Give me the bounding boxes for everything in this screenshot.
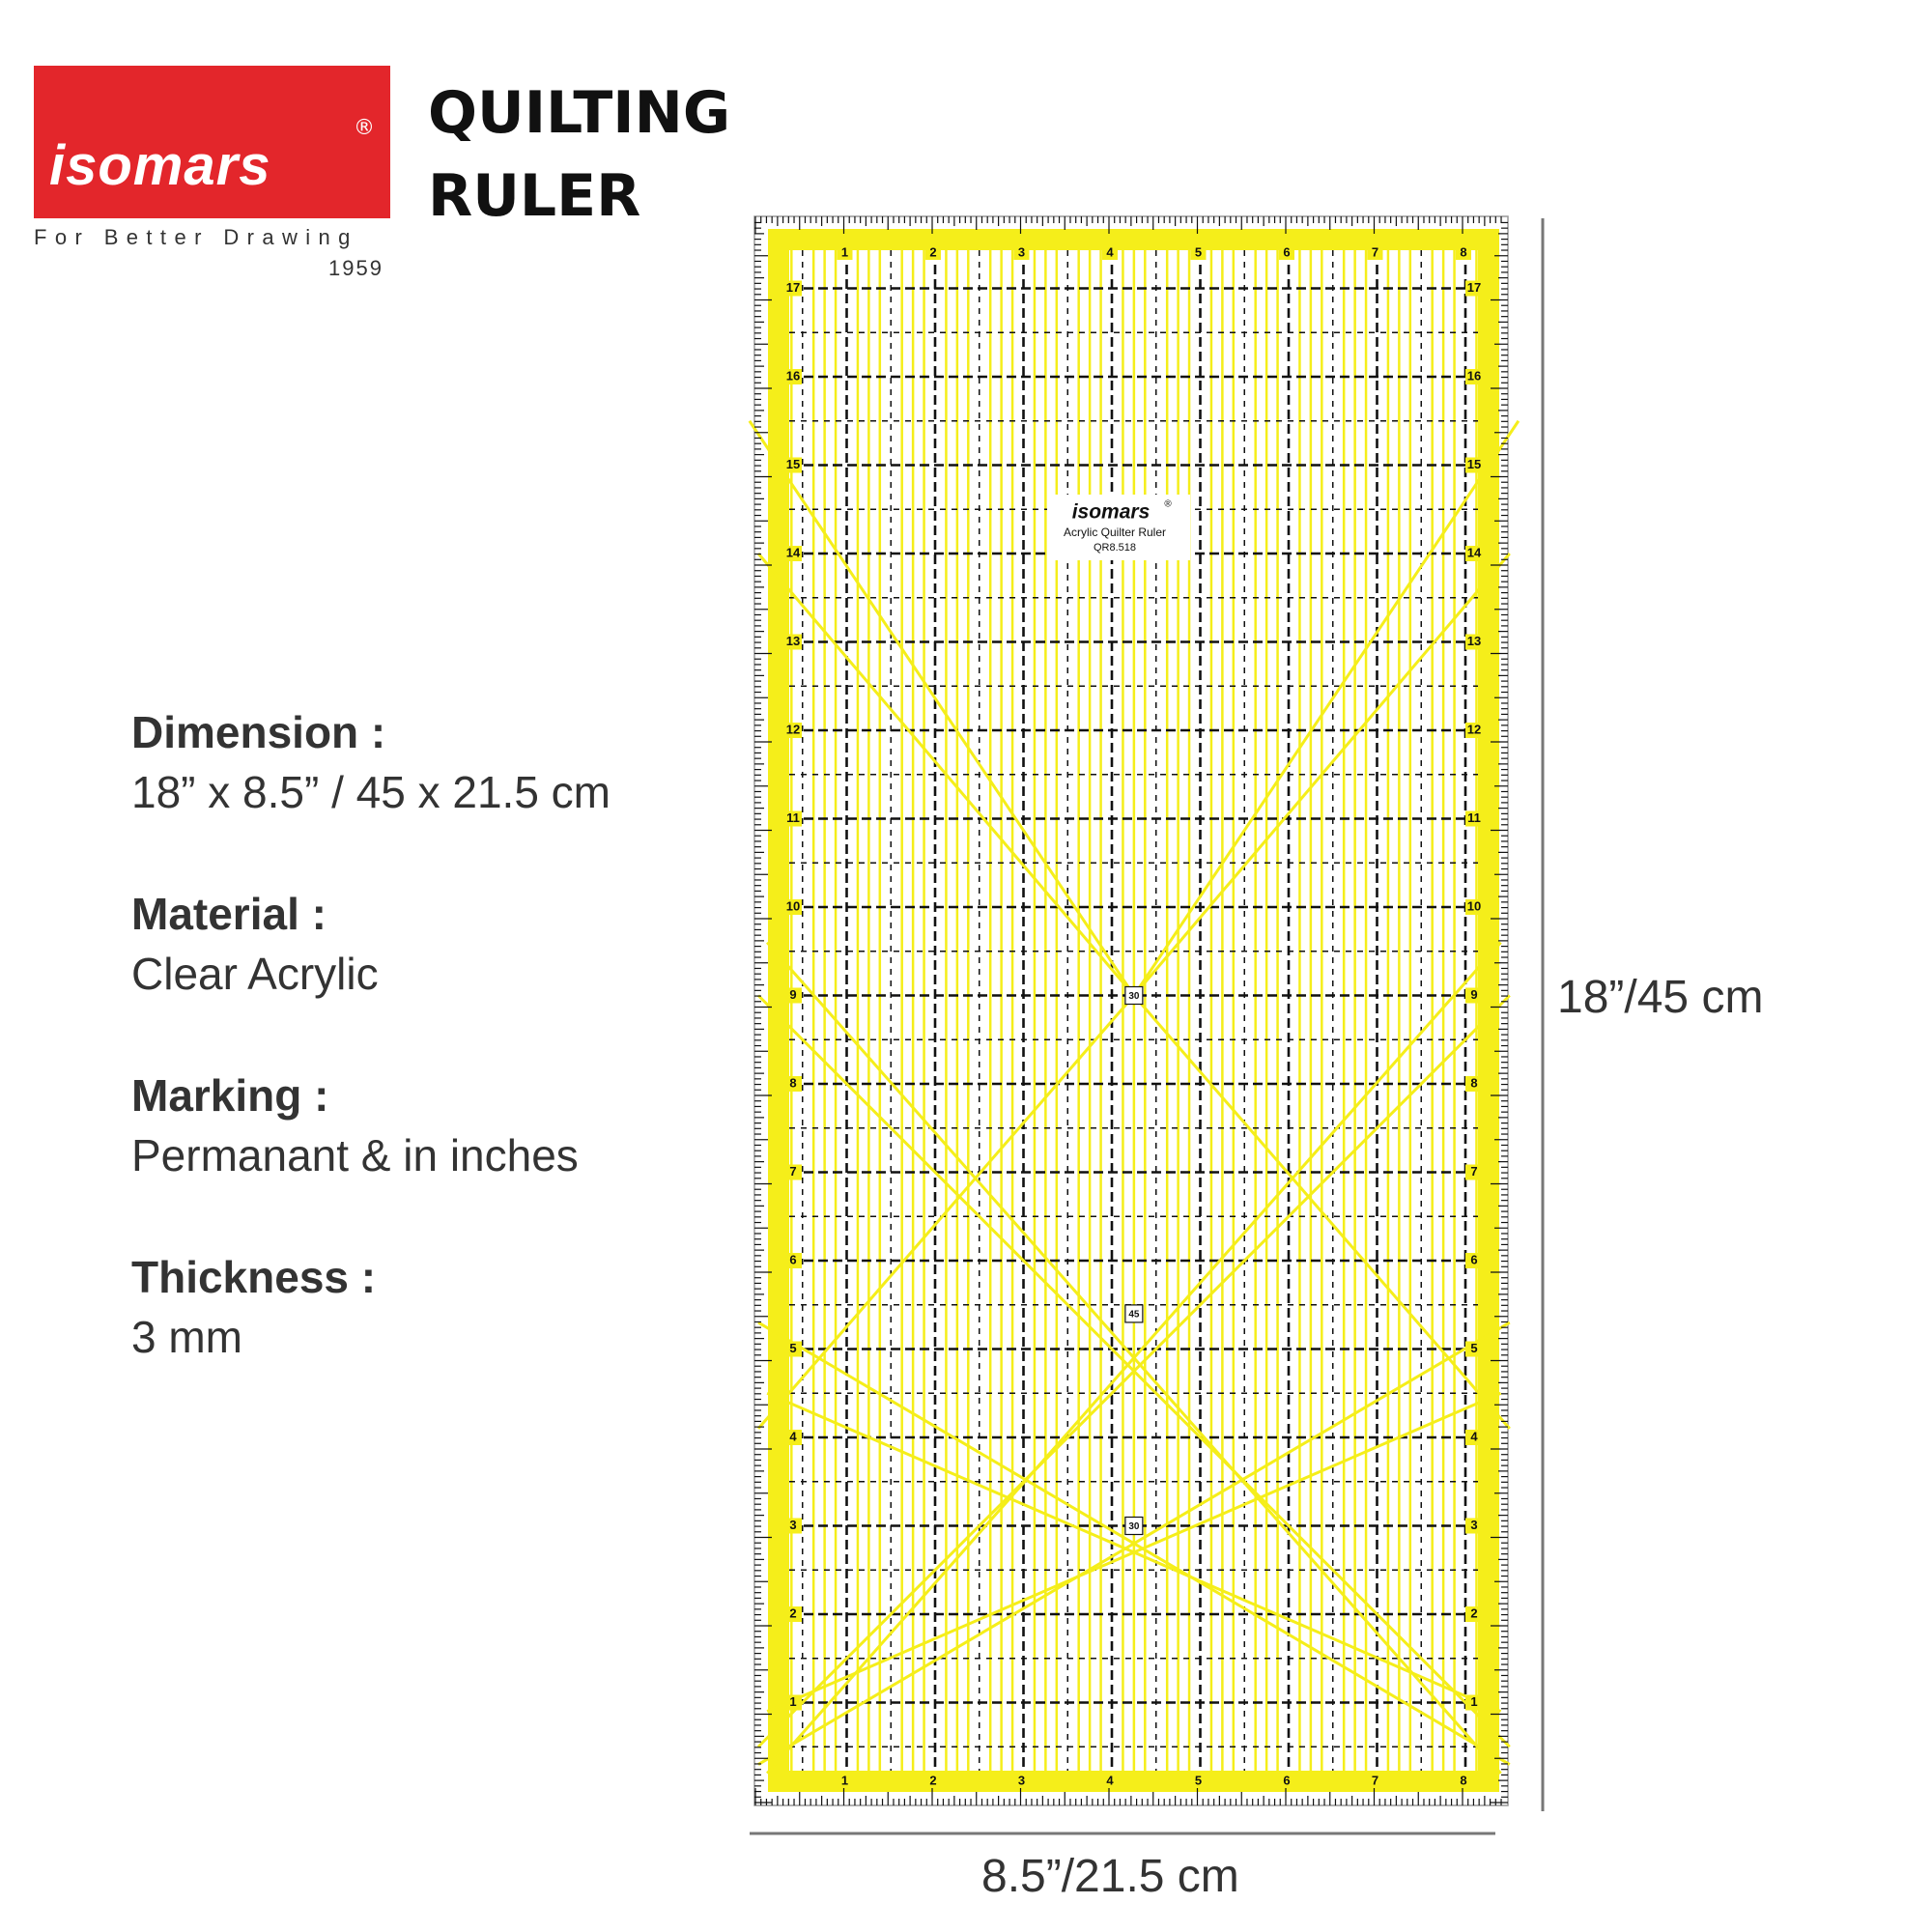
- column-number-bottom: 5: [1194, 1773, 1203, 1788]
- column-number-top: 2: [929, 244, 937, 260]
- spec-label: Material :: [131, 889, 327, 939]
- row-number-left: 16: [785, 368, 801, 384]
- row-number-right: 10: [1466, 898, 1482, 914]
- height-dimension-label: 18”/45 cm: [1557, 972, 1764, 1023]
- angle-label-30: 30: [1128, 991, 1140, 1003]
- ruler-model-number: QR8.518: [1093, 541, 1137, 554]
- spec-value: 3 mm: [131, 1312, 242, 1362]
- column-number-top: 5: [1194, 244, 1203, 260]
- column-number-bottom: 7: [1371, 1773, 1379, 1788]
- logo-wordmark: isomars: [49, 134, 271, 197]
- row-number-right: 8: [1470, 1075, 1478, 1091]
- row-number-right: 14: [1466, 545, 1482, 560]
- ruler-outline: [754, 216, 1508, 1805]
- row-number-left: 10: [785, 898, 801, 914]
- spec-value: Clear Acrylic: [131, 949, 379, 999]
- spec-value: 18” x 8.5” / 45 x 21.5 cm: [131, 767, 611, 817]
- row-number-left: 2: [789, 1605, 797, 1621]
- row-number-right: 17: [1466, 279, 1482, 295]
- spec-label: Marking :: [131, 1070, 329, 1121]
- row-number-left: 1: [789, 1693, 797, 1709]
- row-number-left: 14: [785, 545, 801, 560]
- row-number-left: 13: [785, 633, 801, 648]
- row-number-left: 12: [785, 722, 801, 737]
- row-number-right: 7: [1470, 1163, 1478, 1179]
- column-number-top: 6: [1283, 244, 1291, 260]
- row-number-left: 4: [789, 1429, 797, 1444]
- column-number-bottom: 1: [840, 1773, 849, 1788]
- row-number-right: 5: [1470, 1340, 1478, 1355]
- column-number-bottom: 8: [1460, 1773, 1467, 1788]
- row-number-right: 11: [1467, 810, 1481, 825]
- row-number-right: 3: [1470, 1517, 1478, 1532]
- column-number-top: 3: [1017, 244, 1026, 260]
- column-number-bottom: 3: [1017, 1773, 1026, 1788]
- row-number-right: 6: [1470, 1252, 1478, 1267]
- column-number-bottom: 4: [1106, 1773, 1114, 1788]
- row-number-left: 8: [789, 1075, 797, 1091]
- row-number-right: 15: [1466, 456, 1482, 471]
- ruler-body: [750, 216, 1519, 1805]
- ruler-product-name: Acrylic Quilter Ruler: [1063, 526, 1167, 540]
- spec-label: Dimension :: [131, 707, 386, 757]
- spec-label: Thickness :: [131, 1252, 377, 1302]
- row-number-right: 1: [1470, 1693, 1478, 1709]
- column-number-bottom: 6: [1283, 1773, 1291, 1788]
- row-number-right: 9: [1470, 986, 1478, 1002]
- brand-tagline: For Better Drawing: [34, 225, 358, 249]
- title-line-1: QUILTING: [428, 79, 731, 147]
- ruler-brand: isomars: [1071, 500, 1151, 524]
- column-number-top: 4: [1106, 244, 1114, 260]
- row-number-left: 9: [789, 986, 797, 1002]
- row-number-left: 7: [789, 1163, 797, 1179]
- width-dimension-label: 8.5”/21.5 cm: [981, 1851, 1239, 1902]
- row-number-right: 4: [1470, 1429, 1478, 1444]
- column-number-bottom: 2: [929, 1773, 937, 1788]
- title-line-2: RULER: [428, 162, 641, 230]
- angle-label-45: 45: [1128, 1309, 1140, 1321]
- column-number-top: 8: [1460, 244, 1467, 260]
- row-number-left: 15: [785, 456, 801, 471]
- row-number-left: 5: [789, 1340, 797, 1355]
- row-number-left: 17: [785, 279, 801, 295]
- row-number-right: 12: [1466, 722, 1482, 737]
- row-number-left: 3: [789, 1517, 797, 1532]
- column-number-top: 1: [840, 244, 849, 260]
- row-number-right: 16: [1466, 368, 1482, 384]
- row-number-left: 6: [789, 1252, 797, 1267]
- spec-value: Permanant & in inches: [131, 1130, 579, 1180]
- brand-year: 1959: [328, 256, 384, 280]
- registered-mark: ®: [354, 116, 375, 140]
- column-number-top: 7: [1371, 244, 1379, 260]
- row-number-left: 11: [786, 810, 800, 825]
- row-number-right: 13: [1466, 633, 1482, 648]
- row-number-right: 2: [1470, 1605, 1478, 1621]
- angle-label-30: 30: [1128, 1521, 1140, 1533]
- ruler-registered: ®: [1164, 498, 1172, 510]
